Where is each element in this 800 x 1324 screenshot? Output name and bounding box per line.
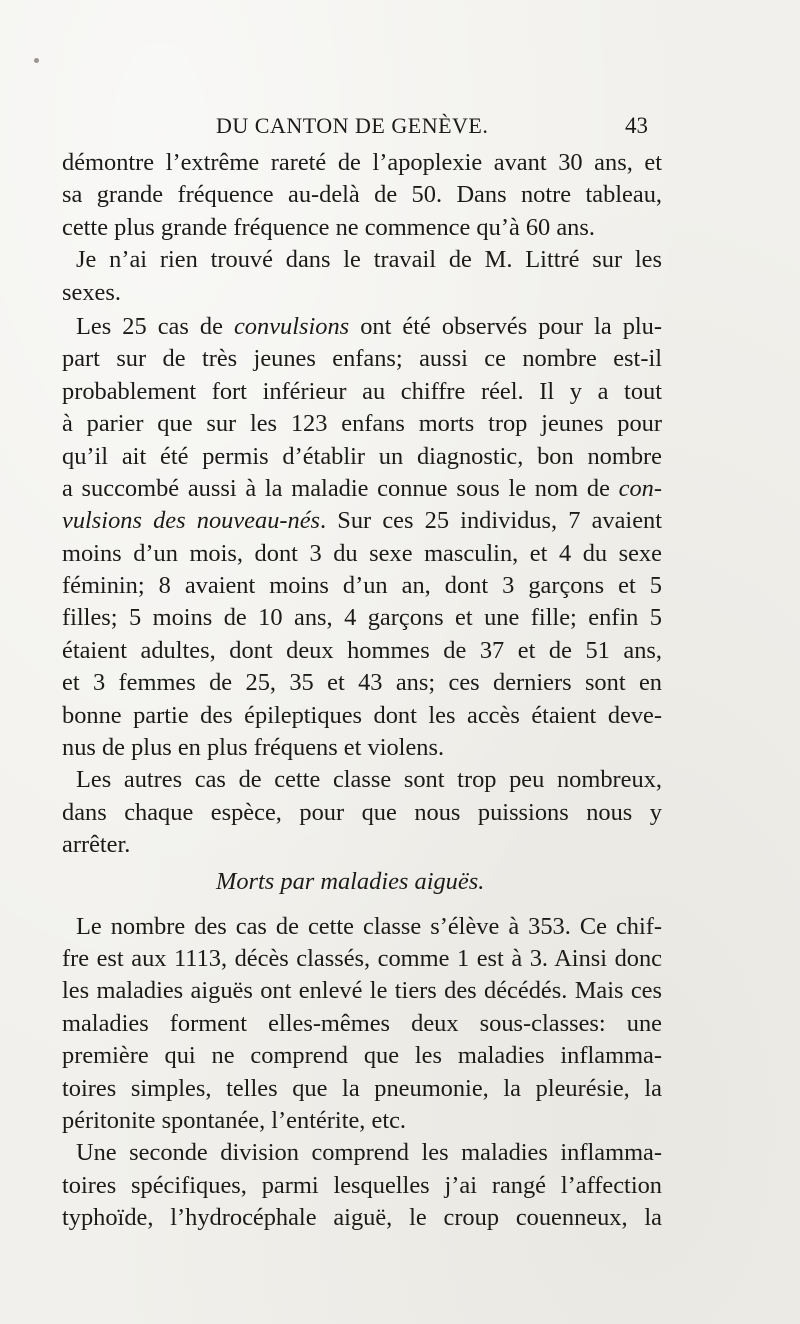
text-line: démontre l’extrême rareté de l’apoplexie avant 30 ans, et (62, 149, 662, 176)
text-line: fre est aux 1113, décès classés, comme 1 est à 3. Ainsi donc (62, 944, 662, 972)
text-line: les maladies aiguës ont enlevé le tiers des décédés. Mais ces (62, 977, 662, 1005)
text-line: bonne partie des épileptiques dont les accès étaient deve- (62, 701, 662, 729)
text-line: sa grande fréquence au-delà de 50. Dans notre tableau, (62, 181, 662, 209)
text-line: étaient adultes, dont deux hommes de 37 et de 51 ans, (62, 636, 662, 664)
running-head: DU CANTON DE GENÈVE. (216, 113, 489, 138)
text-line: toires simples, telles que la pneumonie, la pleurésie, la (62, 1074, 662, 1102)
text-line: qu’il ait été permis d’établir un diagnostic, bon nombre (62, 442, 662, 470)
text-line: moins d’un mois, dont 3 du sexe masculin, et 4 du sexe (62, 539, 662, 567)
text-line: maladies forment elles-mêmes deux sous-classes: une (62, 1009, 662, 1037)
text-line: Une seconde division comprend les maladies inflamma- (76, 1139, 662, 1167)
text-line: toires spécifiques, parmi lesquelles j’ai rangé l’affection (62, 1171, 662, 1199)
text-line: dans chaque espèce, pour que nous puissions nous y (62, 798, 662, 826)
text-line: péritonite spontanée, l’entérite, etc. (62, 1106, 407, 1134)
text-line: Je n’ai rien trouvé dans le travail de M. Littré sur les (76, 246, 662, 274)
italic-term: vulsions des nouveau-nés (62, 507, 321, 535)
text-line: arrêter. (62, 831, 131, 859)
page-number: 43 (625, 113, 648, 138)
text-line: sexes. (62, 278, 121, 306)
text-line: vulsions des nouveau-nés. Sur ces 25 individus, 7 avaient (62, 507, 662, 535)
text-line: et 3 femmes de 25, 35 et 43 ans; ces derniers sont en (62, 669, 662, 697)
italic-term: convulsions (233, 312, 350, 340)
text-line: Les 25 cas de convulsions ont été observés pour la plu- (76, 312, 662, 340)
text-line: nus de plus en plus fréquens et violens. (62, 734, 445, 762)
text-line: Le nombre des cas de cette classe s’élève à 353. Ce chif- (76, 912, 662, 940)
ink-spot (34, 58, 39, 63)
section-heading: Morts par maladies aiguës. (216, 867, 485, 895)
text-line: féminin; 8 avaient moins d’un an, dont 3 garçons et 5 (62, 572, 662, 600)
text-line: cette plus grande fréquence ne commence qu’à 60 ans. (62, 213, 595, 241)
text-line: Les autres cas de cette classe sont trop peu nombreux, (76, 766, 662, 794)
italic-term: con- (618, 474, 662, 502)
text-line: filles; 5 moins de 10 ans, 4 garçons et une fille; enfin 5 (62, 604, 662, 632)
text-line: première qui ne comprend que les maladies inflamma- (62, 1042, 662, 1070)
text-line: probablement fort inférieur au chiffre réel. Il y a tout (62, 377, 662, 405)
body-text (62, 147, 662, 1235)
text-line: typhoïde, l’hydrocéphale aiguë, le croup couenneux, la (62, 1204, 662, 1232)
text-line: a succombé aussi à la maladie connue sous le nom de con- (62, 474, 662, 502)
text-line: à parier que sur les 123 enfans morts trop jeunes pour (62, 410, 662, 438)
text-line: part sur de très jeunes enfans; aussi ce nombre est-il (62, 345, 662, 373)
